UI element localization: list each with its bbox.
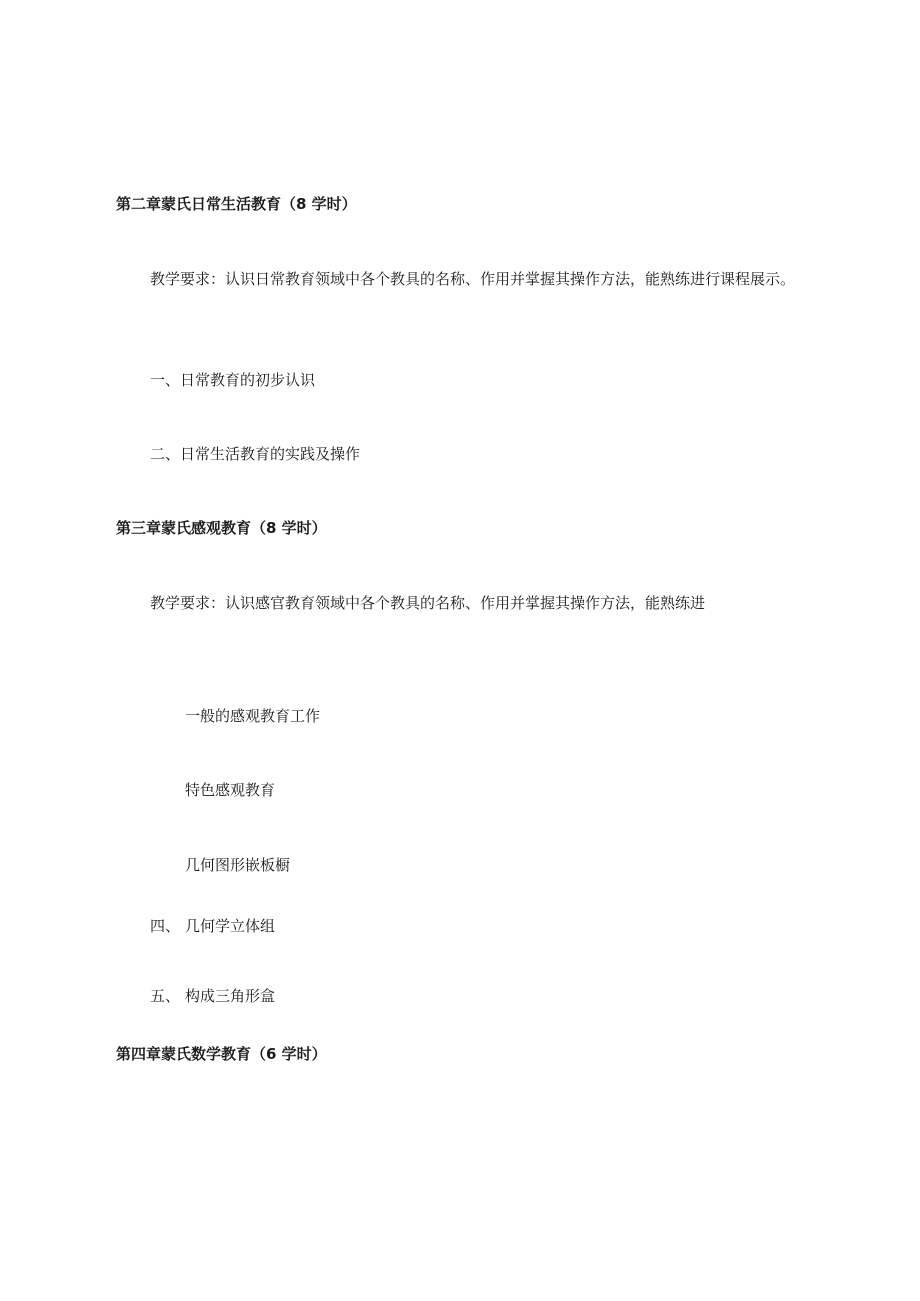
chapter2-requirement: 教学要求：认识日常教育领域中各个教具的名称、作用并掌握其操作方法，能熟练进行课程展示。: [150, 270, 796, 288]
chapter4-heading: 第四章蒙氏数学教育（6 学时）: [116, 1045, 327, 1063]
chapter3-numbered-4-num: 四、: [150, 917, 181, 935]
chapter3-heading: 第三章蒙氏感观教育（8 学时）: [116, 519, 327, 537]
chapter3-subitem-3: 几何图形嵌板橱: [185, 856, 291, 874]
chapter3-requirement: 教学要求：认识感官教育领域中各个教具的名称、作用并掌握其操作方法，能熟练进: [150, 594, 706, 612]
chapter2-heading: 第二章蒙氏日常生活教育（8 学时）: [116, 195, 357, 213]
chapter3-subitem-1: 一般的感观教育工作: [185, 707, 321, 725]
chapter2-item-2: 二、日常生活教育的实践及操作: [150, 445, 361, 463]
chapter2-item-1: 一、日常教育的初步认识: [150, 371, 316, 389]
chapter3-numbered-5-text: 构成三角形盒: [185, 987, 276, 1005]
chapter3-numbered-5-num: 五、: [150, 987, 181, 1005]
chapter3-numbered-4-text: 几何学立体组: [185, 917, 276, 935]
chapter3-subitem-2: 特色感观教育: [185, 781, 276, 799]
